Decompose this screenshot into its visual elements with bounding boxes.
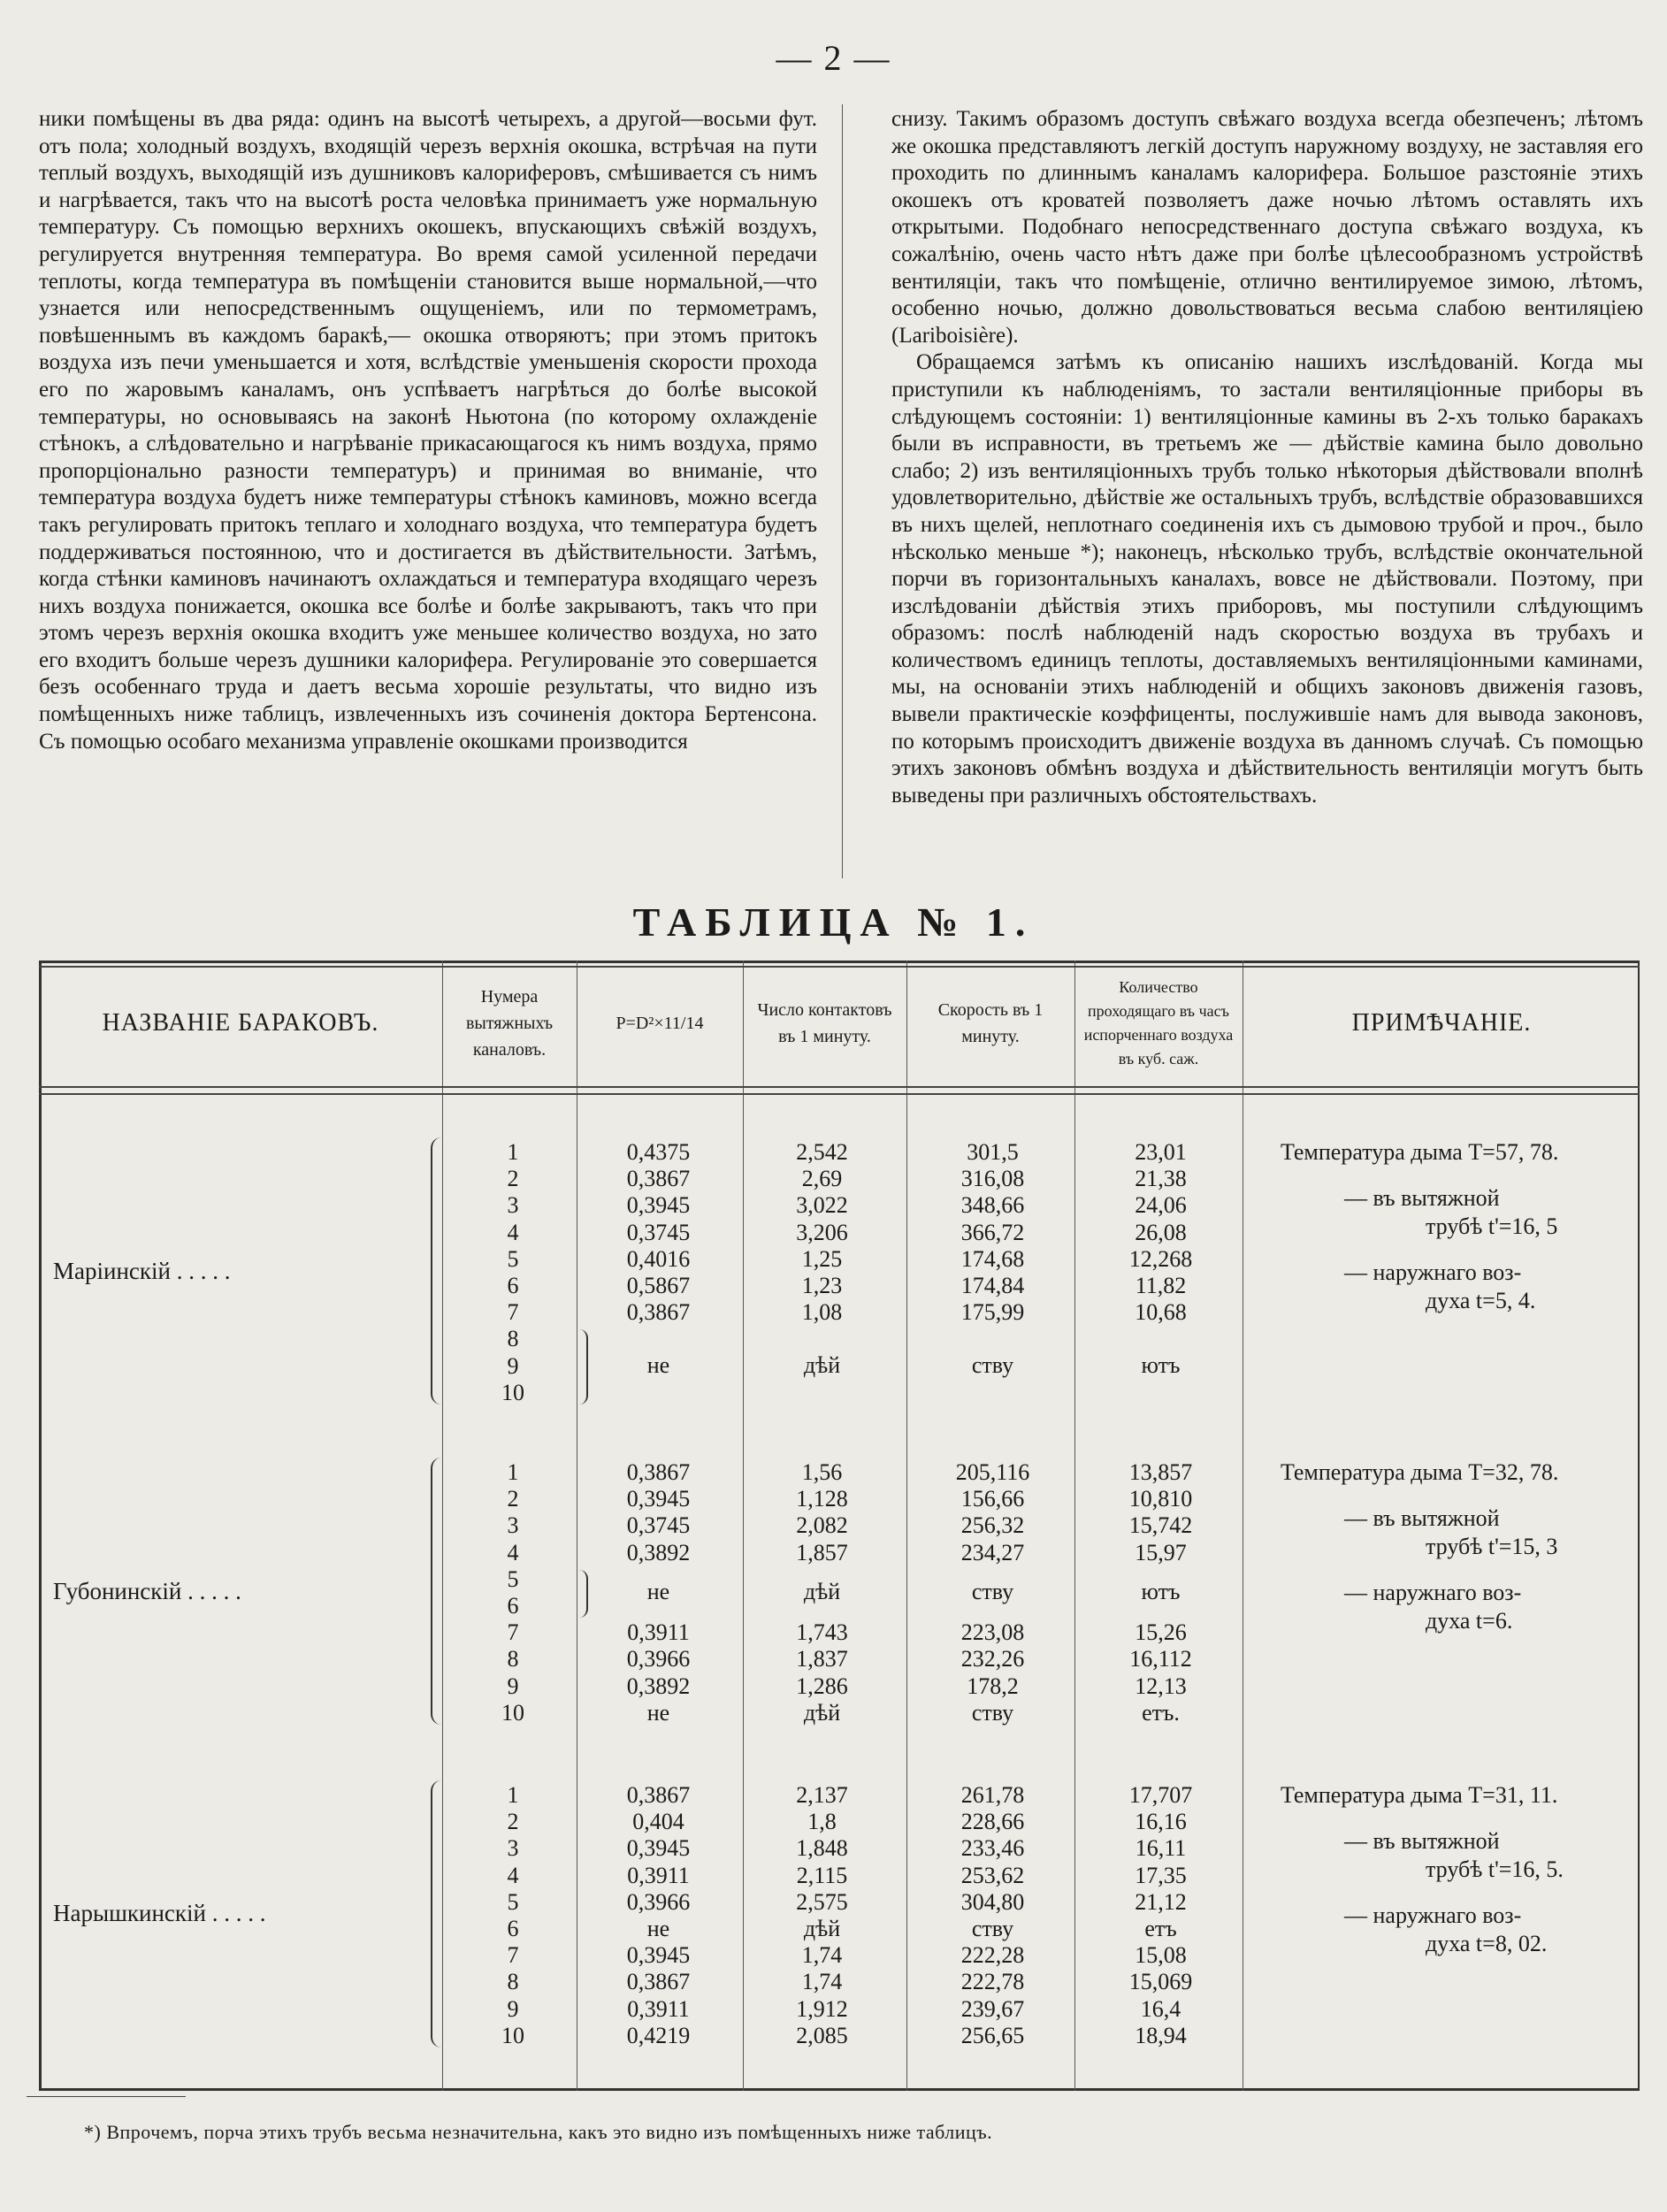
table-cell: 1,74 (801, 1969, 843, 1995)
header-bottom-rule (39, 1093, 1640, 1095)
table-cell: 16,16 (1135, 1809, 1187, 1835)
table-cell: 0,3966 (626, 1888, 691, 1915)
barrack-name: Нарышкинскій . . . . . (53, 1900, 266, 1926)
table-cell: не (646, 1579, 670, 1604)
table-cell: 1 (507, 1459, 519, 1485)
header-numbers: Нумера вытяжныхъ каналовъ. (465, 987, 554, 1060)
table-cell: 23,01 (1135, 1139, 1187, 1165)
header-contacts: Число контактовъ въ 1 минуту. (757, 1000, 892, 1046)
barrack-note: — въ вытяжной (1344, 1828, 1500, 1854)
table-cell: 0,3867 (626, 1969, 691, 1995)
table-cell: 26,08 (1135, 1219, 1187, 1245)
table-cell: 2,085 (796, 2022, 848, 2048)
inactive-brace (579, 1329, 588, 1405)
table-cell: 21,12 (1135, 1888, 1187, 1915)
table-cell: 1,74 (801, 1942, 843, 1969)
table-cell: 12,13 (1135, 1672, 1187, 1699)
barrack-note: Температура дыма T=31, 11. (1281, 1782, 1558, 1808)
table-cell: 8 (507, 1969, 519, 1995)
table-cell: 1,8 (807, 1809, 837, 1835)
table-cell: 2 (507, 1809, 519, 1835)
table-cell: 0,3945 (626, 1942, 691, 1969)
table-cell: 0,3945 (626, 1835, 691, 1862)
table-cell: 0,3867 (626, 1782, 691, 1808)
barrack-note: — наружнаго воз- (1344, 1580, 1522, 1605)
table-cell: 9 (507, 1995, 519, 2022)
footnote-rule (27, 2096, 186, 2097)
table-cell: 253,62 (960, 1862, 1025, 1888)
table-cell: 8 (507, 1326, 519, 1352)
right-text-column (891, 106, 1643, 809)
table-cell: 2,137 (796, 1782, 848, 1808)
left-text-column (39, 106, 817, 755)
table-cell: не (646, 1699, 670, 1726)
barrack-name: Маріинскій . . . . . (53, 1258, 231, 1284)
table-cell: 0,3911 (627, 1862, 690, 1888)
table-cell: дѣй (803, 1916, 841, 1941)
table-cell: 1,25 (801, 1245, 843, 1272)
table-cell: 15,742 (1128, 1512, 1193, 1539)
table-cell: ютъ (1141, 1579, 1181, 1604)
header-name: НАЗВАНІЕ БАРАКОВЪ. (102, 1009, 379, 1037)
table-cell: 0,3892 (626, 1672, 691, 1699)
table-cell: 16,4 (1140, 1995, 1181, 2022)
table-cell: етъ (1144, 1916, 1177, 1941)
table-cell: 4 (507, 1219, 519, 1245)
table-cell: ству (971, 1351, 1014, 1378)
barrack-note: духа t=8, 02. (1426, 1931, 1548, 1956)
table-cell: 228,66 (960, 1809, 1025, 1835)
table-cell: 0,4375 (626, 1139, 691, 1165)
page-number: — 2 — (776, 38, 891, 78)
table-cell: 5 (507, 1245, 519, 1272)
table-cell: 261,78 (960, 1782, 1025, 1808)
barrack-note: — въ вытяжной (1344, 1185, 1500, 1211)
table-cell: 21,38 (1135, 1166, 1187, 1192)
table-cell: 222,78 (960, 1969, 1025, 1995)
table-cell: 7 (507, 1299, 519, 1326)
table-cell: 9 (507, 1672, 519, 1699)
table-cell: не (646, 1916, 670, 1941)
barrack-note: — наружнаго воз- (1344, 1902, 1522, 1928)
barrack-note: — наружнаго воз- (1344, 1259, 1522, 1285)
table-cell: 1,848 (796, 1835, 848, 1862)
column-rule (743, 961, 744, 2091)
paragraph: снизу. Такимъ образомъ доступъ свѣжаго воздуха всегда обезпеченъ; лѣтомъ же окошка представляютъ легкій доступъ наружному воздуху, не заставляя его проходить по длиннымъ каналамъ калорифера. Большое разстояніе этихъ окошекъ отъ кроватей позволяетъ даже ночью лѣтомъ оставлять ихъ открытыми. Подобнаго непосредственнаго доступа свѣжаго воздуха, къ сожалѣнію, очень часто нѣтъ даже при болѣе цѣлесообразномъ устройствѣ вентиляціи, такъ что помѣщеніе, отлично вентилируемое зимою, лѣтомъ, особенно ночью, должно довольствоваться весьма слабою вентиляціею (Lariboisière). (891, 107, 1643, 348)
header-p: P=D²×11/14 (616, 1014, 704, 1033)
table-cell: 2,575 (796, 1888, 848, 1915)
table-cell: дѣй (803, 1699, 841, 1726)
barrack-note: трубѣ t'=16, 5. (1426, 1856, 1564, 1882)
column-rule (442, 961, 443, 2091)
table-cell: 256,65 (960, 2022, 1025, 2048)
table-cell: 15,08 (1135, 1942, 1187, 1969)
table-cell: 174,84 (960, 1273, 1025, 1298)
table-cell: 7 (507, 1619, 519, 1646)
table-cell: 0,3745 (626, 1512, 691, 1539)
table-cell: 2 (507, 1166, 519, 1192)
table-cell: 4 (507, 1862, 519, 1888)
table-cell: дѣй (803, 1351, 841, 1378)
group-brace (431, 1458, 441, 1725)
paragraph: ники помѣщены въ два ряда: одинъ на высотѣ четырехъ, а другой—восьми фут. отъ пола; холодный воздухъ, входящій черезъ верхнія окошка, встрѣчая на пути теплый воздухъ, выходящій изъ душниковъ калориферовъ, смѣшивается съ нимъ и нагрѣвается, такъ что на высотѣ роста человѣка принимаетъ уже нормальную температуру. Съ помощью верхнихъ окошекъ, впускающихъ свѣжій воздухъ, регулируется внутренняя температура. Во время самой усиленной передачи теплоты, когда температура въ помѣщеніи становится выше нормальной,—что узнается или непосредственнымъ ощущеніемъ, или по термометрамъ, повѣшеннымъ въ каждомъ баракѣ,— окошка отворяютъ; при этомъ притокъ воздуха изъ печи уменьшается и хотя, вслѣдствіе уменьшенія скорости прохода его по жаровымъ каналамъ, онъ успѣваетъ нагрѣться до болѣе высокой температуры, но основываясь на законѣ Ньютона (по которому охлажденіе стѣнокъ, а слѣдовательно и нагрѣваніе прикасающагося къ нимъ воздуха, прямо пропорціонально разности температуръ) и принимая во вниманіе, что температура воздуха будетъ ниже температуры стѣнокъ каминовъ, можно всегда такъ регулировать притокъ теплаго и холоднаго воздуха, что температура будетъ поддерживаться постоянною, что и достигается въ дѣйствительности. Затѣмъ, когда стѣнки каминовъ начинаютъ охлаждаться и температура входящаго черезъ нихъ воздуха понижается, окошка все болѣе и болѣе закрываютъ, такъ что при этомъ черезъ верхнія окошка входитъ уже меньшее количество воздуха, но зато его входитъ больше черезъ душники калорифера. Регулированіе это совершается безъ особеннаго труда и даетъ весьма хорошіе результаты, что видно изъ помѣщенныхъ ниже таблицъ, извлеченныхъ изъ сочиненія доктора Бертенсона. Съ помощью особаго механизма управленіе окошками производится (39, 107, 817, 754)
table-cell: 0,3745 (626, 1219, 691, 1245)
barrack-note: Температура дыма T=32, 78. (1281, 1459, 1559, 1485)
table-cell: 10 (501, 1699, 524, 1726)
table-cell: 0,3966 (626, 1646, 691, 1672)
table-cell: 174,68 (960, 1245, 1025, 1272)
inactive-brace (579, 1570, 588, 1618)
table-cell: 222,28 (960, 1942, 1025, 1969)
table-cell: 0,3867 (626, 1166, 691, 1192)
table-cell: 234,27 (960, 1539, 1025, 1565)
table-cell: 239,67 (960, 1995, 1025, 2022)
table-cell: 3 (507, 1835, 519, 1862)
barrack-note: трубѣ t'=15, 3 (1426, 1534, 1558, 1559)
table-cell: 6 (507, 1593, 519, 1619)
table-cell: 366,72 (960, 1219, 1025, 1245)
table-cell: 0,3867 (626, 1459, 691, 1485)
table-cell: 1,912 (796, 1995, 848, 2022)
table-cell: 7 (507, 1942, 519, 1969)
table-cell: 316,08 (960, 1166, 1025, 1192)
barrack-name: Губонинскій . . . . . (53, 1578, 241, 1604)
table-cell: 5 (507, 1888, 519, 1915)
table-cell: 223,08 (960, 1619, 1025, 1646)
table-cell: ству (971, 1699, 1014, 1726)
table-cell: 3 (507, 1192, 519, 1219)
table-cell: 1,08 (801, 1299, 843, 1326)
header-bottom-rule (39, 1086, 1640, 1088)
table-cell: 8 (507, 1646, 519, 1672)
group-brace (431, 1137, 441, 1405)
column-divider (842, 104, 843, 878)
table-cell: 0,404 (632, 1809, 684, 1835)
table-cell: 10 (501, 2022, 524, 2048)
table-cell: 1,837 (796, 1646, 848, 1672)
table-cell: 3,206 (796, 1219, 848, 1245)
table-cell: 10,810 (1128, 1486, 1193, 1512)
table-cell: ютъ (1141, 1351, 1181, 1378)
barrack-note: — въ вытяжной (1344, 1505, 1500, 1531)
table-cell: 17,35 (1135, 1862, 1187, 1888)
table-cell: 0,3945 (626, 1486, 691, 1512)
table-cell: 10 (501, 1379, 524, 1405)
table-cell: 13,857 (1128, 1459, 1193, 1485)
table-cell: дѣй (803, 1579, 841, 1604)
table-cell: 2,115 (796, 1862, 848, 1888)
table-cell: 1 (507, 1139, 519, 1165)
table-cell: 0,3867 (626, 1299, 691, 1326)
table-cell: 0,3892 (626, 1539, 691, 1565)
table-cell: 0,5867 (626, 1273, 691, 1298)
table-cell: 1,128 (796, 1486, 848, 1512)
barrack-note: духа t=6. (1426, 1608, 1513, 1634)
table-cell: 9 (507, 1352, 519, 1379)
footnote: *) Впрочемъ, порча этихъ трубъ весьма незначительна, какъ это видно изъ помѣщенныхъ ниже таблицъ. (84, 2121, 993, 2143)
table-cell: 15,26 (1135, 1619, 1187, 1646)
header-speed: Скорость въ 1 минуту. (937, 1000, 1044, 1046)
table-cell: 1,857 (796, 1539, 848, 1565)
header-remark: ПРИМѢЧАНІЕ. (1351, 1009, 1532, 1037)
table-cell: 1,23 (801, 1273, 843, 1298)
table-cell: 256,32 (960, 1512, 1025, 1539)
table-cell: 2 (507, 1486, 519, 1512)
table-cell: 205,116 (955, 1459, 1030, 1485)
table-cell: 232,26 (960, 1646, 1025, 1672)
table-cell: 1,286 (796, 1672, 848, 1699)
table-cell: не (646, 1351, 670, 1378)
table-cell: 0,3911 (627, 1995, 690, 2022)
table-cell: 2,082 (796, 1512, 848, 1539)
table-cell: 6 (507, 1273, 519, 1298)
table-title: ТАБЛИЦА № 1. (632, 899, 1035, 945)
table-cell: 15,97 (1135, 1539, 1187, 1565)
barrack-note: духа t=5, 4. (1426, 1288, 1536, 1313)
table-cell: 304,80 (960, 1888, 1025, 1915)
table-cell: 3 (507, 1512, 519, 1539)
table-cell: етъ. (1142, 1699, 1180, 1726)
table-cell: 2,542 (796, 1139, 848, 1165)
table-cell: 5 (507, 1565, 519, 1592)
table-cell: 178,2 (967, 1672, 1019, 1699)
table-cell: 301,5 (967, 1139, 1019, 1165)
header-quantity: Количество проходящаго въ часъ испорченнаго воздуха въ куб. саж. (1083, 978, 1234, 1068)
table-cell: 16,112 (1129, 1646, 1192, 1672)
barrack-note: Температура дыма T=57, 78. (1281, 1139, 1559, 1165)
table-cell: 0,4016 (626, 1245, 691, 1272)
table-cell: ству (971, 1916, 1014, 1941)
table-cell: 15,069 (1128, 1969, 1193, 1995)
table-cell: ству (971, 1579, 1014, 1604)
table-cell: 1,743 (796, 1619, 848, 1646)
table-cell: 17,707 (1128, 1782, 1193, 1808)
table-cell: 18,94 (1135, 2022, 1187, 2048)
table-cell: 3,022 (796, 1192, 848, 1219)
table-cell: 1,56 (801, 1459, 843, 1485)
table-cell: 11,82 (1135, 1273, 1187, 1298)
table-cell: 348,66 (960, 1192, 1025, 1219)
paragraph: Обращаемся затѣмъ къ описанію нашихъ изслѣдованій. Когда мы приступили къ наблюденіямъ, то застали вентиляціонные приборы въ слѣдующемъ состояніи: 1) вентиляціонные камины въ 2-хъ только баракахъ были въ исправности, въ третьемъ же — дѣйствіе камина было довольно слабо; 2) изъ вентиляціонныхъ трубъ только нѣкоторыя дѣйствовали вполнѣ удовлетворительно, дѣйствіе же остальныхъ трубъ, вслѣдствіе образовавшихся въ нихъ щелей, неплотнаго соединенія ихъ съ дымовою трубой и проч., было нѣсколько меньше *); наконецъ, нѣсколько трубъ, вслѣдствіе окончательной порчи въ горизонтальныхъ каналахъ, вовсе не дѣйствовали. Поэтому, при изслѣдованіи дѣйствія этихъ приборовъ, мы поступили слѣдующимъ образомъ: послѣ наблюденій надъ скоростью воздуха въ трубахъ и количествомъ единицъ теплоты, доставляемыхъ вентиляціонными каминами, мы, на основаніи этихъ наблюденій и общихъ законовъ движенія газовъ, вывели практическіе коэффиценты, послужившіе намъ для вывода законовъ, по которымъ происходитъ движеніе воздуха въ данномъ случаѣ. Съ помощью этихъ законовъ обмѣнъ воздуха и дѣйствительность вентиляціи могутъ быть выведены при различныхъ обстоятельствахъ. (891, 350, 1643, 807)
table-cell: 0,4219 (626, 2022, 691, 2048)
table-cell: 24,06 (1135, 1192, 1187, 1219)
group-brace (431, 1780, 441, 2047)
table-cell: 12,268 (1128, 1245, 1193, 1272)
table-cell: 16,11 (1135, 1835, 1187, 1862)
table-cell: 233,46 (960, 1835, 1025, 1862)
barrack-note: трубѣ t'=16, 5 (1426, 1213, 1558, 1239)
table-cell: 6 (507, 1916, 519, 1941)
table-cell: 175,99 (960, 1299, 1025, 1326)
table-cell: 1 (507, 1782, 519, 1808)
table-cell: 156,66 (960, 1486, 1025, 1512)
table-cell: 4 (507, 1539, 519, 1565)
table-cell: 0,3945 (626, 1192, 691, 1219)
table-cell: 2,69 (801, 1166, 843, 1192)
table-cell: 0,3911 (627, 1619, 690, 1646)
table-cell: 10,68 (1135, 1299, 1187, 1326)
